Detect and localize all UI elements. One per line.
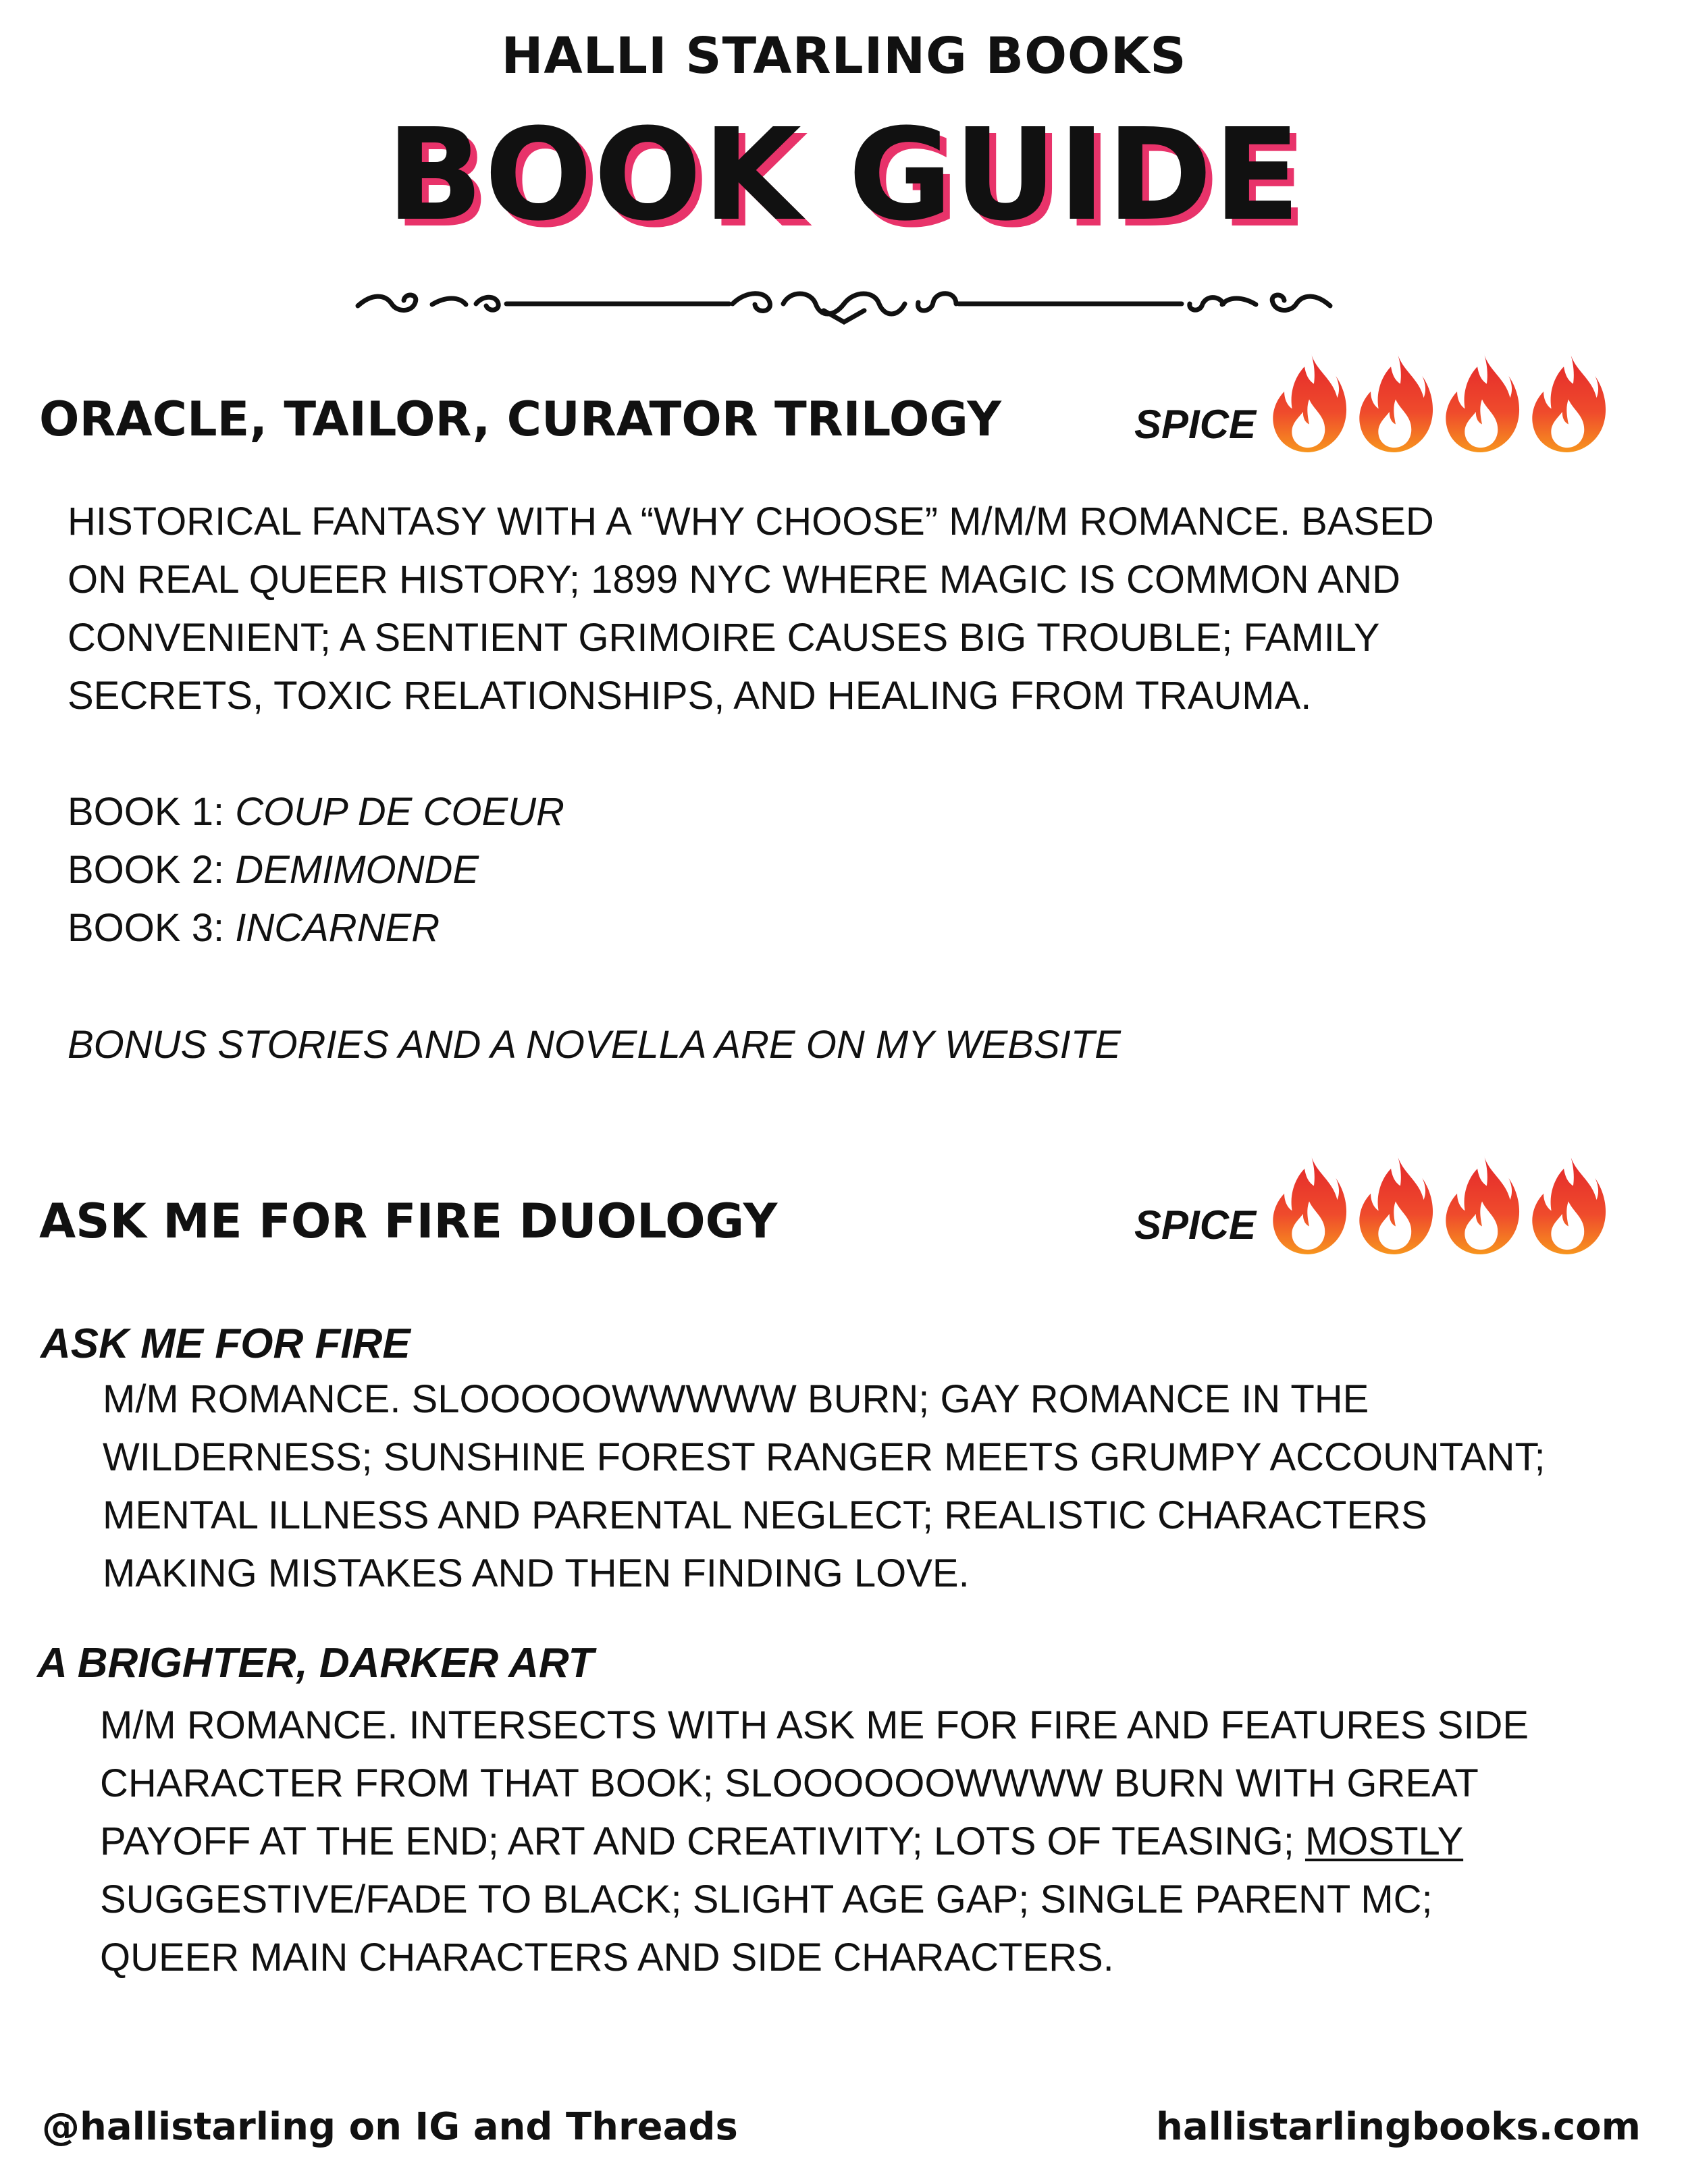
book-description [103,1370,1546,1603]
flame-icon [1529,351,1608,452]
book-list [68,783,564,957]
flame-icon [1269,351,1349,452]
flame-icon [1442,1153,1522,1254]
spice-rating [1269,351,1620,452]
book-title: COUP DE COEUR [235,790,564,834]
flame-icon [1356,1153,1435,1254]
book-title: INCARNER [235,906,440,950]
spice-rating [1269,1153,1620,1254]
description-line: SECRETS, TOXIC RELATIONSHIPS, AND HEALING FROM TRAUMA. [68,674,1312,718]
trilogy-description [68,493,1434,725]
book-number: BOOK 1: [68,790,225,834]
book-list-item [68,783,564,841]
flame-icon [1269,1153,1349,1254]
book-subheading: A BRIGHTER, DARKER ART [37,1640,594,1686]
book-description [100,1697,1529,1987]
description-line: WILDERNESS; SUNSHINE FOREST RANGER MEETS GRUMPY ACCOUNTANT; [103,1435,1546,1479]
description-line: M/M ROMANCE. INTERSECTS WITH ASK ME FOR FIRE AND FEATURES SIDE [100,1703,1529,1747]
social-handle: @hallistarling on IG and Threads [42,2105,738,2149]
description-line: MAKING MISTAKES AND THEN FINDING LOVE. [103,1551,970,1595]
description-line: QUEER MAIN CHARACTERS AND SIDE CHARACTERS. [100,1936,1114,1979]
book-list-item [68,841,564,899]
website-link[interactable]: hallistarlingbooks.com [1156,2105,1641,2149]
book-title: DEMIMONDE [235,848,479,892]
description-line: ON REAL QUEER HISTORY; 1899 NYC WHERE MAGIC IS COMMON AND [68,558,1400,602]
description-line: CONVENIENT; A SENTIENT GRIMOIRE CAUSES BIG TROUBLE; FAMILY [68,616,1380,660]
flame-icon [1356,351,1435,452]
bonus-note: BONUS STORIES AND A NOVELLA ARE ON MY WEBSITE [68,1023,1121,1067]
description-line: SUGGESTIVE/FADE TO BLACK; SLIGHT AGE GAP; SINGLE PARENT MC; [100,1877,1433,1921]
book-subheading: ASK ME FOR FIRE [41,1321,411,1367]
page-title: BOOK GUIDE [386,101,1302,249]
flame-icon [1529,1153,1608,1254]
flame-icon [1442,351,1522,452]
description-line: HISTORICAL FANTASY WITH A “WHY CHOOSE” M/M/M ROMANCE. BASED [68,500,1434,543]
book-number: BOOK 2: [68,848,225,892]
emphasis-underline: MOSTLY [1304,1819,1464,1863]
ornamental-divider [351,280,1337,327]
section-title-trilogy: ORACLE, TAILOR, CURATOR TRILOGY [39,392,1001,447]
spice-label: SPICE [1134,1202,1257,1248]
section-title-duology: ASK ME FOR FIRE DUOLOGY [39,1194,778,1249]
spice-label: SPICE [1134,402,1257,447]
description-line: MENTAL ILLNESS AND PARENTAL NEGLECT; REALISTIC CHARACTERS [103,1493,1427,1537]
description-line: CHARACTER FROM THAT BOOK; SLOOOOOOWWWW BURN WITH GREAT [100,1761,1479,1805]
description-text: PAYOFF AT THE END; ART AND CREATIVITY; LOTS OF TEASING; [100,1819,1305,1863]
description-line: M/M ROMANCE. SLOOOOOWWWWW BURN; GAY ROMANCE IN THE [103,1377,1369,1421]
book-list-item [68,899,564,957]
description-line [100,1813,1529,1871]
book-number: BOOK 3: [68,906,225,950]
brand-name: HALLI STARLING BOOKS [501,27,1187,85]
